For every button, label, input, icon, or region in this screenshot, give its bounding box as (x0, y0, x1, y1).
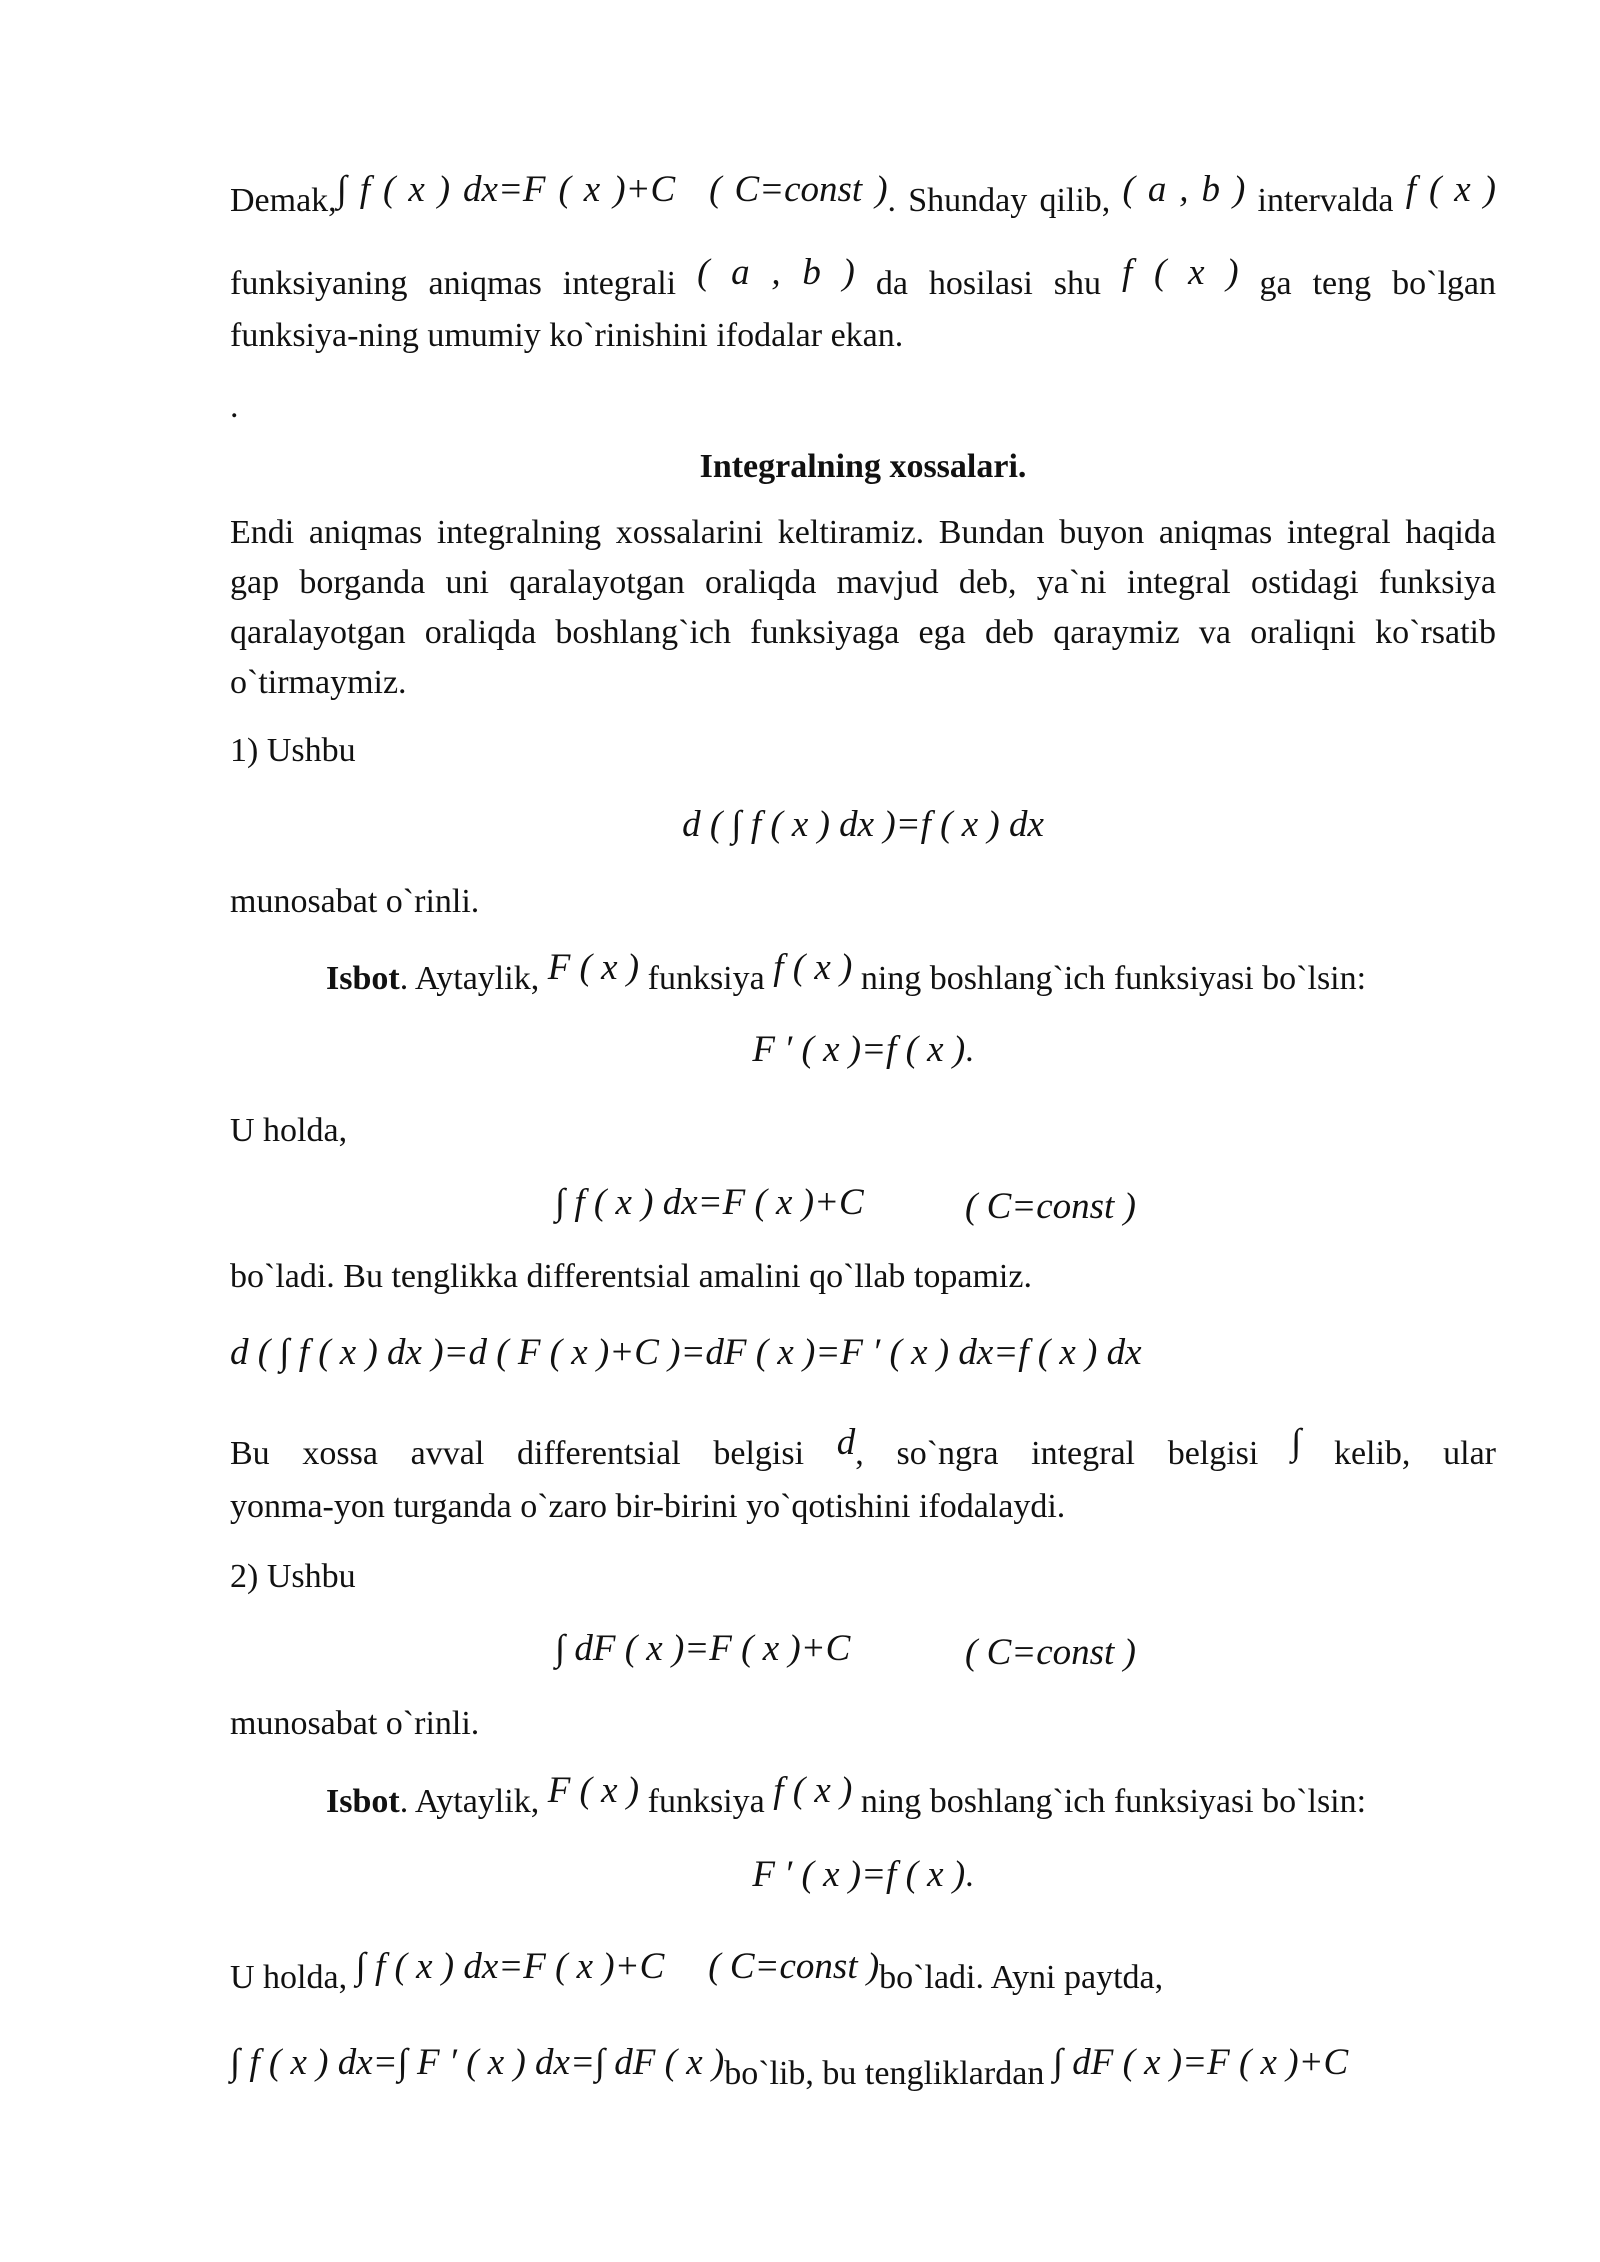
text-bolib: bo`lib, bu tengliklardan (724, 2055, 1053, 2092)
text-ga-teng: ga teng bo`lgan (1238, 265, 1496, 302)
text-funksiyaning: funksiyaning aniqmas integrali (230, 265, 698, 302)
paragraph-funksiyaning-line2: funksiya-ning umumiy ko`rinishini ifodalar ekan. (230, 317, 904, 354)
text-dot: . (887, 182, 897, 219)
item1-after: munosabat o`rinli. (230, 883, 480, 920)
text-dot: . (965, 1857, 974, 1894)
item1-title: 1) Ushbu (230, 732, 356, 769)
text-demak: Demak, (230, 182, 337, 219)
item2-const (965, 1628, 1136, 1679)
formula-integral-eq: ∫ f ( x ) dx=F ( x )+C (555, 1182, 864, 1223)
text-funksiya: funksiya (639, 1783, 774, 1820)
paragraph-demak (230, 169, 1496, 226)
text-u-holda: U holda, (230, 1959, 356, 1996)
text-aytaylik: . Aytaylik, (399, 1783, 548, 1820)
text-boshlangich: ning boshlang`ich funksiyasi bo`lsin: (852, 1783, 1367, 1820)
paragraph-funksiyaning-line1 (230, 252, 1496, 309)
formula-const: ( C=const ) (708, 1946, 880, 1987)
text-kelib: kelib, ular (1301, 1435, 1497, 1472)
formula-const: ( C=const ) (709, 169, 888, 210)
text-intervalda: intervalda (1245, 182, 1406, 219)
item1-u-holda: U holda, (230, 1112, 348, 1149)
item2-last-line (230, 2042, 1496, 2099)
item1-const2 (965, 1182, 1136, 1233)
formula-const: ( C=const ) (965, 1632, 1136, 1673)
formula-fx: f ( x ) (773, 947, 853, 988)
formula-Fx: F ( x ) (547, 1770, 640, 1811)
text-boshlangich: ning boshlang`ich funksiyasi bo`lsin: (852, 960, 1367, 997)
item2-proof (230, 1770, 1496, 1827)
text-aytaylik: . Aytaylik, (399, 960, 548, 997)
item1-note-line1 (230, 1422, 1497, 1479)
item2-deriv (230, 1850, 1496, 1901)
section-heading: Integralning xossalari. (699, 448, 1027, 485)
text-songra: , so`ngra integral belgisi (855, 1435, 1292, 1472)
symbol-integral: ∫ (1291, 1422, 1302, 1463)
text-dot: . (965, 1032, 974, 1069)
formula-fx: f ( x ) (773, 1770, 853, 1811)
proof-label: Isbot (326, 960, 400, 997)
formula-fx: f ( x ) (1122, 252, 1239, 293)
intro-paragraph: Endi aniqmas integralning xossalarini keltiramiz. Bundan buyon aniqmas integral haqida gap borganda uni qaralayotgan oraliqda mavjud deb, ya`ni integral ostidagi funksiya qaralayotgan oraliqda boshlang`ich funksiyaga ega deb qaraymiz va oraliqni ko`rsatib o`tirmaymiz. (230, 514, 1496, 701)
proof-label: Isbot (326, 1783, 400, 1820)
item1-deriv (230, 1025, 1496, 1076)
item1-boladi: bo`ladi. Bu tenglikka differentsial amalini qo`llab topamiz. (230, 1258, 1032, 1295)
formula-d-integral: d ( ∫ f ( x ) dx )=f ( x ) dx (682, 804, 1044, 845)
text-bu-xossa: Bu xossa avval differentsial belgisi (230, 1435, 837, 1472)
formula-interval-ab: ( a , b ) (1122, 169, 1246, 210)
lone-dot: . (230, 388, 239, 425)
item2-formula (555, 1624, 850, 1675)
formula-const: ( C=const ) (965, 1186, 1136, 1227)
item1-formula (230, 800, 1496, 851)
item2-after: munosabat o`rinli. (230, 1705, 480, 1742)
formula-fx: f ( x ) (1405, 169, 1496, 210)
text-shunday: Shunday qilib, (896, 182, 1123, 219)
symbol-d: d (836, 1422, 856, 1463)
formula-integral-dF: ∫ dF ( x )=F ( x )+C (555, 1628, 851, 1669)
formula-Fx: F ( x ) (547, 947, 640, 988)
formula-integral-eq: ∫ f ( x ) dx=F ( x )+C (355, 1946, 665, 1987)
item1-proof (230, 947, 1496, 1004)
text-da-hosilasi: da hosilasi shu (854, 265, 1123, 302)
item2-title: 2) Ushbu (230, 1558, 356, 1595)
formula-integral-eq: ∫ f ( x ) dx=F ( x )+C (336, 169, 676, 210)
text-boladi-ayni: bo`ladi. Ayni paytda, (879, 1959, 1164, 1996)
item1-formula2 (555, 1178, 864, 1229)
formula-derivative: F ′ ( x )=f ( x ) (752, 1029, 966, 1070)
formula-derivative: F ′ ( x )=f ( x ) (752, 1854, 966, 1895)
formula-integral-chain: ∫ f ( x ) dx=∫ F ′ ( x ) dx=∫ dF ( x ) (230, 2042, 725, 2083)
formula-chain: d ( ∫ f ( x ) dx )=d ( F ( x )+C )=dF ( x )=F ′ ( x ) dx=f ( x ) dx (230, 1332, 1142, 1373)
item1-chain (230, 1328, 1496, 1379)
text-funksiya: funksiya (639, 960, 774, 997)
item1-note-line2: yonma-yon turganda o`zaro bir-birini yo`qotishini ifodalaydi. (230, 1488, 1066, 1525)
item2-u-holda-line (230, 1946, 1496, 2003)
formula-integral-dF: ∫ dF ( x )=F ( x )+C (1052, 2042, 1349, 2083)
formula-interval-ab: ( a , b ) (697, 252, 855, 293)
